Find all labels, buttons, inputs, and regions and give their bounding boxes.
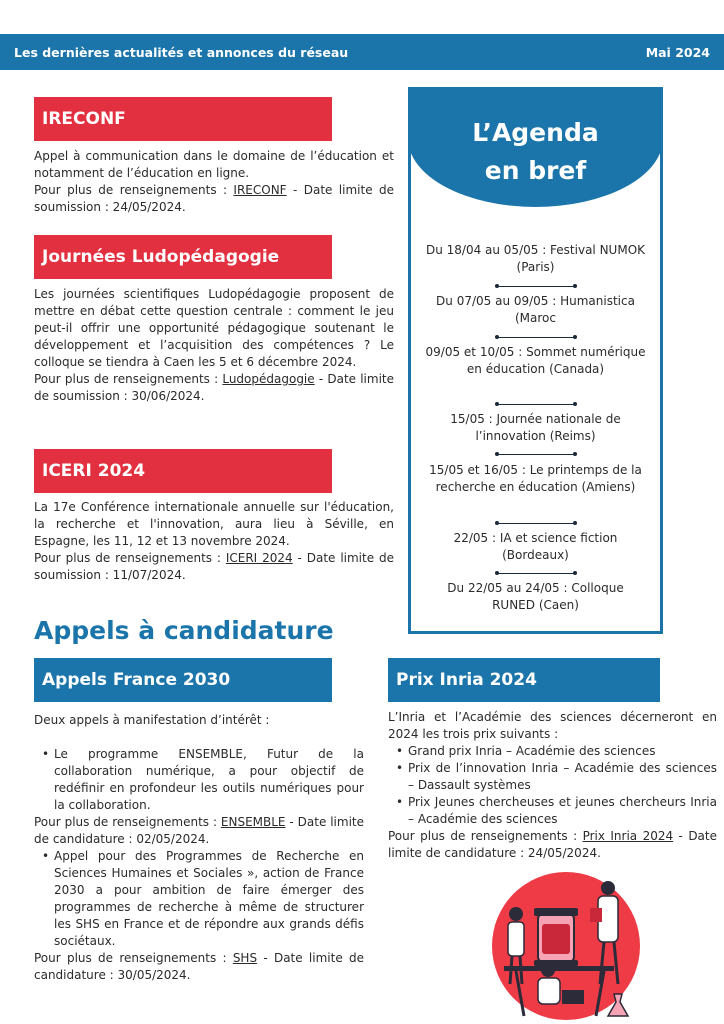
shs-link[interactable]: SHS <box>232 951 258 965</box>
list-item: • Grand prix Inria – Académie des sciences <box>388 743 717 760</box>
iceri-heading: ICERI 2024 <box>34 449 332 493</box>
agenda-box <box>408 87 663 634</box>
inria-heading: Prix Inria 2024 <box>388 658 660 702</box>
agenda-item: Du 18/04 au 05/05 : Festival NUMOK (Paris) <box>425 243 646 274</box>
section-title: Appels à candidature <box>34 616 334 645</box>
agenda-item: 09/05 et 10/05 : Sommet numérique en éducation (Canada) <box>425 345 646 376</box>
inria-more: Pour plus de renseignements : Prix Inria 2024 - Date limite de candidature : 24/05/2024. <box>388 829 717 860</box>
agenda-divider <box>497 454 575 455</box>
agenda-divider <box>497 286 575 287</box>
ensemble-link[interactable]: ENSEMBLE <box>220 815 286 829</box>
france2030-list-2 <box>34 848 364 950</box>
ireconf-more: Pour plus de renseignements : IRECONF - Date limite de soumission : 24/05/2024. <box>34 183 394 214</box>
ludo-more: Pour plus de renseignements : Ludopédagogie - Date limite de soumission : 30/06/2024. <box>34 372 395 403</box>
agenda-item: Du 07/05 au 09/05 : Humanistica (Maroc <box>436 294 635 325</box>
header-date: Mai 2024 <box>645 44 710 60</box>
agenda-divider <box>497 337 575 338</box>
iceri-body <box>34 499 394 584</box>
agenda-item: 15/05 : Journée nationale de l’innovation (Reims) <box>450 412 621 443</box>
ireconf-heading: IRECONF <box>34 97 332 141</box>
france2030-heading: Appels France 2030 <box>34 658 332 702</box>
ireconf-text: Appel à communication dans le domaine de l’éducation et notamment de l’éducation en ligne. <box>34 149 394 180</box>
iceri-link[interactable]: ICERI 2024 <box>225 551 293 565</box>
agenda-divider <box>497 404 575 405</box>
scientist-left-icon <box>509 907 523 921</box>
scientists-illustration <box>486 866 646 1024</box>
agenda-divider <box>497 573 575 574</box>
list-item: • Le programme ENSEMBLE, Futur de la collaboration numérique, a pour objectif de redéfinir en profondeur les outils numériques pour la collaboration. <box>34 746 364 814</box>
france2030-more-2: Pour plus de renseignements : SHS - Date limite de candidature : 30/05/2024. <box>34 951 364 982</box>
agenda-item: 15/05 et 16/05 : Le printemps de la recherche en éducation (Amiens) <box>429 463 642 494</box>
inria-intro: L’Inria et l’Académie des sciences décerneront en 2024 les trois prix suivants : <box>388 710 717 741</box>
ludo-link[interactable]: Ludopédagogie <box>222 372 315 386</box>
ludo-text: Les journées scientifiques Ludopédagogie proposent de mettre en débat cette question centrale : comment le jeu peut-il offrir une opportunité pédagogique soutenant le développement et l’acquisition des compétences ? Le colloque se tiendra à Caen les 5 et 6 décembre 2024. <box>34 287 394 369</box>
list-item: • Prix de l’innovation Inria – Académie des sciences – Dassault systèmes <box>388 760 717 794</box>
list-item: • Appel pour des Programmes de Recherche en Sciences Humaines et Sociales », action de France 2030 a pour ambition de faire émerger des programmes de recherche à même de structurer les SHS en France et de répondre aux grands défis sociétaux. <box>34 848 364 950</box>
agenda-title: L’Agenda en bref <box>472 118 599 185</box>
france2030-intro: Deux appels à manifestation d’intérêt : <box>34 713 270 727</box>
ireconf-body <box>34 148 394 216</box>
ludo-body <box>34 286 394 405</box>
scientist-sitting-icon <box>541 963 555 977</box>
list-item: • Prix Jeunes chercheuses et jeunes chercheurs Inria – Académie des sciences <box>388 794 717 828</box>
inria-link[interactable]: Prix Inria 2024 <box>582 829 674 843</box>
iceri-more: Pour plus de renseignements : ICERI 2024 - Date limite de soumission : 11/07/2024. <box>34 551 394 582</box>
france2030-more-1: Pour plus de renseignements : ENSEMBLE - Date limite de candidature : 02/05/2024. <box>34 815 364 846</box>
laptop-icon <box>562 990 584 1004</box>
header-title: Les dernières actualités et annonces du réseau <box>14 44 349 60</box>
ludo-heading: Journées Ludopédagogie <box>34 235 332 279</box>
agenda-item: 22/05 : IA et science fiction (Bordeaux) <box>453 531 618 562</box>
scientist-right-icon <box>601 881 615 895</box>
france2030-list-1 <box>34 746 364 814</box>
agenda-item: Du 22/05 au 24/05 : Colloque RUNED (Caen) <box>447 581 624 612</box>
france2030-body <box>34 712 364 984</box>
header-bar <box>0 34 724 70</box>
ireconf-link[interactable]: IRECONF <box>233 183 287 197</box>
agenda-divider <box>497 523 575 524</box>
iceri-text: La 17e Conférence internationale annuelle sur l'éducation, la recherche et l'innovation, aura lieu à Séville, en Espagne, les 11, 12 et 13 novembre 2024. <box>34 500 394 548</box>
inria-body <box>388 709 717 862</box>
inria-list <box>388 743 717 828</box>
